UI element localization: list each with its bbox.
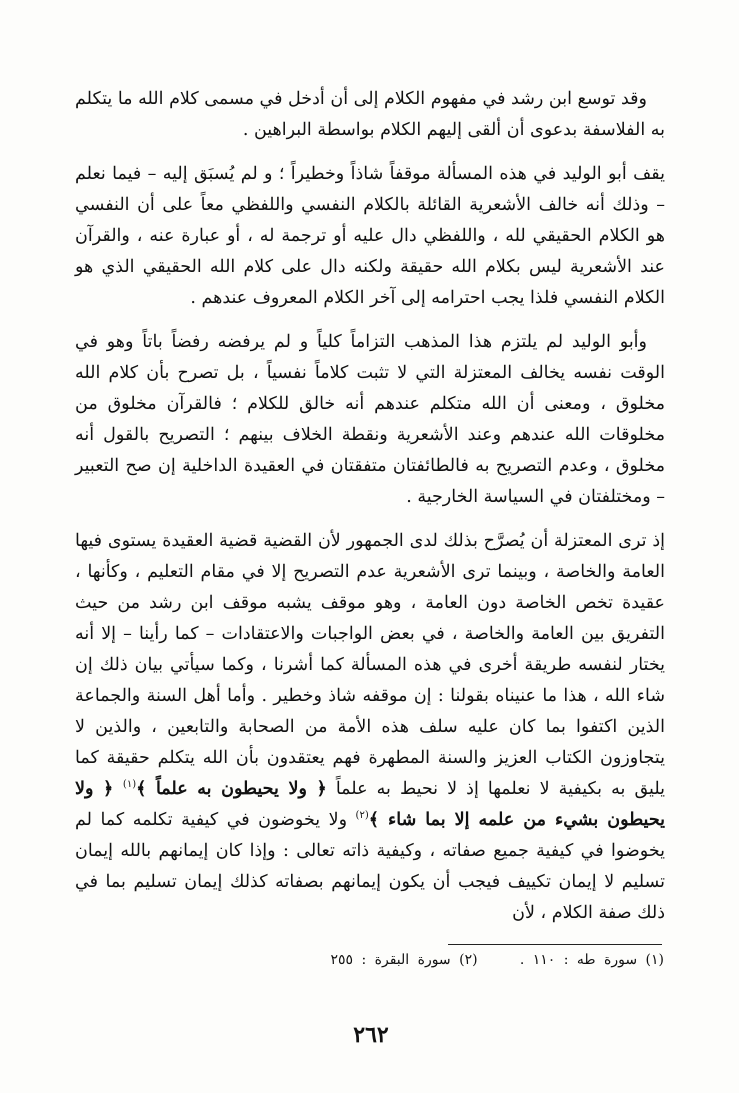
main-text <box>75 84 665 942</box>
footnote-2: (٢) سورة البقرة : ٢٥٥ <box>330 952 478 968</box>
footnotes <box>60 949 664 971</box>
paragraph-1: وقد توسع ابن رشد في مفهوم الكلام إلى أن أدخل في مسمى كلام الله ما يتكلم به الفلاسفة بدعوى أن ألقى إليهم الكلام بواسطة البراهين . <box>75 89 665 140</box>
footnote-1: (١) سورة طه : ١١٠ . <box>519 952 664 968</box>
quran-verse-2: ﴿ ولا يحيطون بشيء من علمه إلا بما شاء ﴾ <box>75 779 665 830</box>
footnote-ref-2: (٢) <box>355 810 369 822</box>
paragraph-4-continuation: ولا يخوضون في كيفية تكلمه كما لم يخوضوا في كيفية جميع صفاته ، وكيفية ذاته تعالى : وإذا كان إيمانهم بالله إيمان تسليم لا إيمان تكييف فيجب أن يكون إيمانهم بصفاته كذلك إيمان تسليم بما في ذلك صفة الكلام ، لأن <box>75 810 665 923</box>
footnote-divider <box>448 944 662 945</box>
footnote-ref-1: (١) <box>122 779 137 791</box>
quran-verse-1: ﴿ ولا يحيطون به علماً ﴾ <box>136 779 327 799</box>
paragraph-4 <box>75 526 665 929</box>
paragraph-2: يقف أبو الوليد في هذه المسألة موقفاً شاذاً وخطيراً ؛ و لم يُسبَق إليه – فيما نعلم – وذلك أنه خالف الأشعرية القائلة بالكلام النفسي واللفظي معاً على أن النفسي هو الكلام الحقيقي لله ، واللفظي دال عليه أو ترجمة له ، أو عبارة عنه ، والقرآن عند الأشعرية ليس بكلام الله حقيقة ولكنه دال على كلام الله الحقيقي الذي هو الكلام النفسي فلذا يجب احترامه إلى آخر الكلام المعروف عندهم . <box>75 164 665 308</box>
paragraph-4-text: إذ ترى المعتزلة أن يُصرَّح بذلك لدى الجمهور لأن القضية قضية العقيدة يستوى فيها العامة والخاصة ، وبينما ترى الأشعرية عدم التصريح إلا في مقام التعليم ، وكأنها ، عقيدة تخص الخاصة دون العامة ، وهو موقف يشبه موقف ابن رشد من حيث التفريق بين العامة والخاصة ، في بعض الواجبات والاعتقادات – كما رأينا – إلا أنه يختار لنفسه طريقة أخرى في هذه المسألة كما أشرنا ، وكما سيأتي بيان ذلك إن شاء الله ، هذا ما عنيناه بقولنا : إن موقفه شاذ وخطير . وأما أهل السنة والجماعة الذين اكتفوا بما كان عليه سلف هذه الأمة من الصحابة والتابعين ، والذين لا يتجاوزون الكتاب العزيز والسنة المطهرة فهم يعتقدون بأن الله يتكلم حقيقة كما يليق به بكيفية لا نعلمها إذ لا نحيط به علماً <box>75 531 665 799</box>
page-number: ٢٦٢ <box>353 1022 389 1048</box>
paragraph-3: وأبو الوليد لم يلتزم هذا المذهب التزاماً كلياً و لم يرفضه رفضاً باتاً وهو في الوقت نفسه يخالف المعتزلة التي لا تثبت كلاماً نفسياً ، بل تصرح بأن كلام الله مخلوق ، ومعنى أن الله متكلم عندهم أنه خالق للكلام ؛ فالقرآن مخلوق من مخلوقات الله عندهم وعند الأشعرية ونقطة الخلاف بينهم ؛ التصريح بالقول أنه مخلوق ، وعدم التصريح به فالطائفتان متفقتان في العقيدة الداخلية إن صح التعبير – ومختلفتان في السياسة الخارجية . <box>75 332 665 507</box>
